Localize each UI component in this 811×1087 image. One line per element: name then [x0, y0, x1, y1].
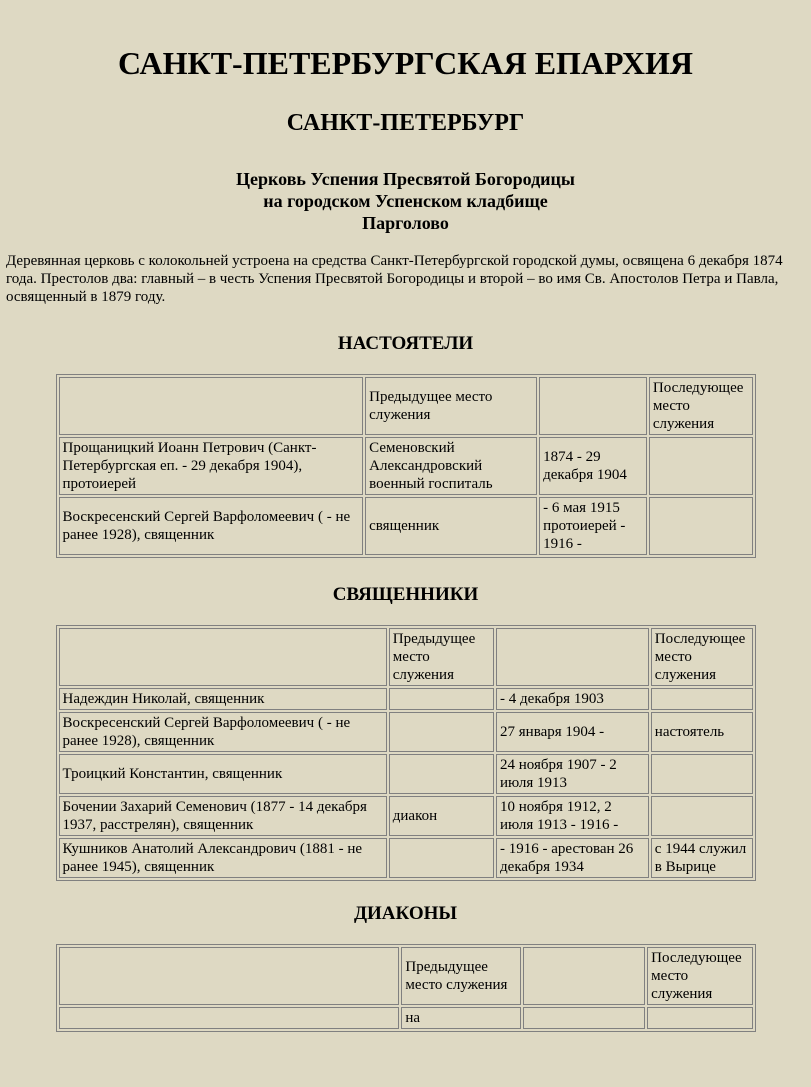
- table-row-cell: диакон: [389, 796, 494, 836]
- table-row-cell: - 1916 - арестован 26 декабря 1934: [496, 838, 649, 878]
- table-header-row-cell: Последующее место служения: [649, 377, 753, 435]
- table-row: [59, 838, 753, 878]
- table-header-row-cell: [59, 377, 364, 435]
- table-row-cell: Прощаницкий Иоанн Петрович (Санкт-Петербургская еп. - 29 декабря 1904), протоиерей: [59, 437, 364, 495]
- table-row-cell: настоятель: [651, 712, 753, 752]
- table-header-row-cell: Последующее место служения: [647, 947, 752, 1005]
- table-row-cell: 24 ноября 1907 - 2 июля 1913: [496, 754, 649, 794]
- table-header-row-cell: [59, 947, 400, 1005]
- table-header-row-cell: [496, 628, 649, 686]
- table-row-cell: - 4 декабря 1903: [496, 688, 649, 710]
- table-row-cell: Воскресенский Сергей Варфоломеевич ( - не ранее 1928), священник: [59, 497, 364, 555]
- table-row-cell: [649, 437, 753, 495]
- table-row-cell: - 6 мая 1915 протоиерей - 1916 -: [539, 497, 647, 555]
- table-row-cell: Троицкий Константин, священник: [59, 754, 387, 794]
- table-header-row: [59, 947, 753, 1005]
- rectors-heading: НАСТОЯТЕЛИ: [337, 333, 474, 354]
- table-row-cell: 27 января 1904 -: [496, 712, 649, 752]
- table-row-cell: [651, 754, 753, 794]
- table-row-cell: [59, 1007, 400, 1029]
- table-row-cell: 1874 - 29 декабря 1904: [539, 437, 647, 495]
- church-description: Деревянная церковь с колокольней устроена на средства Санкт-Петербургской городской думы, освящена 6 декабря 1874 года. Престолов два: главный – в честь Успения Пресвятой Богородицы и второй – во имя Св. Апостолов Петра и Павла, освященный в 1879 году.: [6, 253, 783, 305]
- table-row-cell: [651, 796, 753, 836]
- deacons-table: [56, 944, 756, 1032]
- table-row-cell: Семеновский Александровский военный госпиталь: [365, 437, 537, 495]
- church-title-line-2: на городском Успенском кладбище: [263, 191, 548, 211]
- church-title: [6, 168, 805, 234]
- priests-heading: СВЯЩЕННИКИ: [332, 584, 479, 605]
- table-row-cell: [649, 497, 753, 555]
- table-row-cell: с 1944 служил в Вырице: [651, 838, 753, 878]
- table-header-row: [59, 377, 753, 435]
- table-row: [59, 754, 753, 794]
- table-header-row: [59, 628, 753, 686]
- table-row: [59, 688, 753, 710]
- church-title-line-1: Церковь Успения Пресвятой Богородицы: [236, 169, 575, 189]
- table-row-cell: 10 ноября 1912, 2 июля 1913 - 1916 -: [496, 796, 649, 836]
- table-header-row-cell: Предыдущее место служения: [365, 377, 537, 435]
- table-row-cell: Кушников Анатолий Александрович (1881 - не ранее 1945), священник: [59, 838, 387, 878]
- table-row-cell: [389, 712, 494, 752]
- table-row: [59, 712, 753, 752]
- table-row: [59, 497, 753, 555]
- table-row: [59, 1007, 753, 1029]
- priests-table: [56, 625, 756, 881]
- table-row-cell: [647, 1007, 752, 1029]
- table-row-cell: [389, 754, 494, 794]
- city-title: САНКТ-ПЕТЕРБУРГ: [286, 110, 525, 136]
- table-header-row-cell: Предыдущее место служения: [389, 628, 494, 686]
- table-header-row-cell: [59, 628, 387, 686]
- table-row-cell: [651, 688, 753, 710]
- table-header-row-cell: Предыдущее место служения: [401, 947, 521, 1005]
- rectors-table: [56, 374, 756, 558]
- page: [0, 44, 811, 1032]
- table-row-cell: Бочении Захарий Семенович (1877 - 14 декабря 1937, расстрелян), священник: [59, 796, 387, 836]
- table-row-cell: Воскресенский Сергей Варфоломеевич ( - не ранее 1928), священник: [59, 712, 387, 752]
- church-title-line-3: Парголово: [362, 213, 449, 233]
- table-header-row-cell: [523, 947, 645, 1005]
- deacons-heading: ДИАКОНЫ: [353, 903, 458, 924]
- table-row-cell: на: [401, 1007, 521, 1029]
- table-row-cell: [523, 1007, 645, 1029]
- table-header-row-cell: Последующее место служения: [651, 628, 753, 686]
- table-row-cell: Надеждин Николай, священник: [59, 688, 387, 710]
- table-row-cell: священник: [365, 497, 537, 555]
- table-row-cell: [389, 838, 494, 878]
- table-row: [59, 437, 753, 495]
- table-header-row-cell: [539, 377, 647, 435]
- table-row: [59, 796, 753, 836]
- diocese-title: САНКТ-ПЕТЕРБУРГСКАЯ ЕПАРХИЯ: [117, 45, 693, 81]
- table-row-cell: [389, 688, 494, 710]
